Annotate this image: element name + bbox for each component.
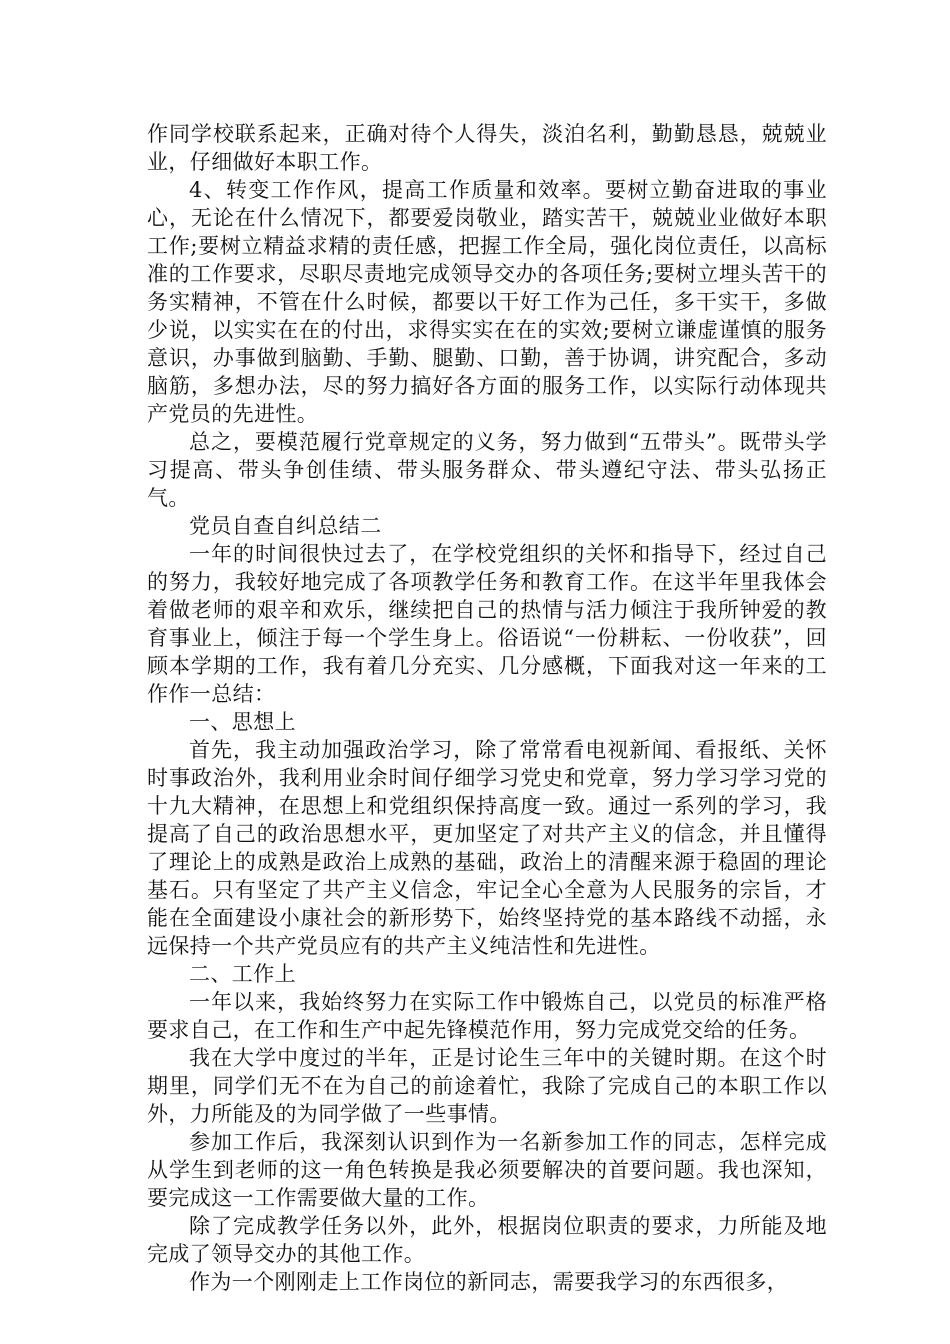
paragraph: 我在大学中度过的半年，正是讨论生三年中的关键时期。在这个时期里，同学们无不在为自己的前途着忙，我除了完成自己的本职工作以外，力所能及的为同学做了一些事情。: [147, 1046, 827, 1126]
document-body: [147, 120, 827, 1296]
section-heading: 一、思想上: [189, 710, 296, 734]
section-title: 党员自查自纠总结二: [189, 514, 382, 538]
paragraph: 一年的时间很快过去了，在学校党组织的关怀和指导下，经过自己的努力，我较好地完成了各项教学任务和教育工作。在这半年里我体会着做老师的艰辛和欢乐，继续把自己的热情与活力倾注于我所钟爱的教育事业上，倾注于每一个学生身上。俗语说“一份耕耘、一份收获”，回顾本学期的工作，我有着几分充实、几分感概，下面我对这一年来的工作作一总结：: [147, 542, 827, 706]
paragraph: 总之，要模范履行党章规定的义务，努力做到“五带头”。既带头学习提高、带头争创佳绩、带头服务群众、带头遵纪守法、带头弘扬正气。: [147, 430, 827, 510]
paragraph: 首先，我主动加强政治学习，除了常常看电视新闻、看报纸、关怀时事政治外，我利用业余时间仔细学习党史和党章，努力学习学习党的十九大精神，在思想上和党组织保持高度一致。通过一系列的学习，我提高了自己的政治思想水平，更加坚定了对共产主义的信念，并且懂得了理论上的成熟是政治上成熟的基础，政治上的清醒来源于稳固的理论基石。只有坚定了共产主义信念，牢记全心全意为人民服务的宗旨，才能在全面建设小康社会的新形势下，始终坚持党的基本路线不动摇，永远保持一个共产党员应有的共产主义纯洁性和先进性。: [147, 738, 827, 958]
paragraph: 作同学校联系起来，正确对待个人得失，淡泊名利，勤勤恳恳，兢兢业业，仔细做好本职工作。: [147, 122, 827, 174]
paragraph: 除了完成教学任务以外，此外，根据岗位职责的要求，力所能及地完成了领导交办的其他工作。: [147, 1214, 827, 1266]
paragraph: 4、转变工作作风，提高工作质量和效率。要树立勤奋进取的事业心，无论在什么情况下，都要爱岗敬业，踏实苦干，兢兢业业做好本职工作;要树立精益求精的责任感，把握工作全局，强化岗位责任，以高标准的工作要求，尽职尽责地完成领导交办的各项任务;要树立埋头苦干的务实精神，不管在什么时候，都要以干好工作为己任，多干实干，多做少说，以实实在在的付出，求得实实在在的实效;要树立谦虚谨慎的服务意识，办事做到脑勤、手勤、腿勤、口勤，善于协调，讲究配合，多动脑筋，多想办法，尽的努力搞好各方面的服务工作，以实际行动体现共产党员的先进性。: [147, 178, 827, 426]
section-heading: 二、工作上: [189, 962, 296, 986]
paragraph: 参加工作后，我深刻认识到作为一名新参加工作的同志，怎样完成从学生到老师的这一角色转换是我必须要解决的首要问题。我也深知，要完成这一工作需要做大量的工作。: [147, 1130, 827, 1210]
paragraph: 作为一个刚刚走上工作岗位的新同志，需要我学习的东西很多，: [189, 1270, 789, 1294]
paragraph: 一年以来，我始终努力在实际工作中锻炼自己，以党员的标准严格要求自己，在工作和生产中起先锋模范作用，努力完成党交给的任务。: [147, 990, 827, 1042]
